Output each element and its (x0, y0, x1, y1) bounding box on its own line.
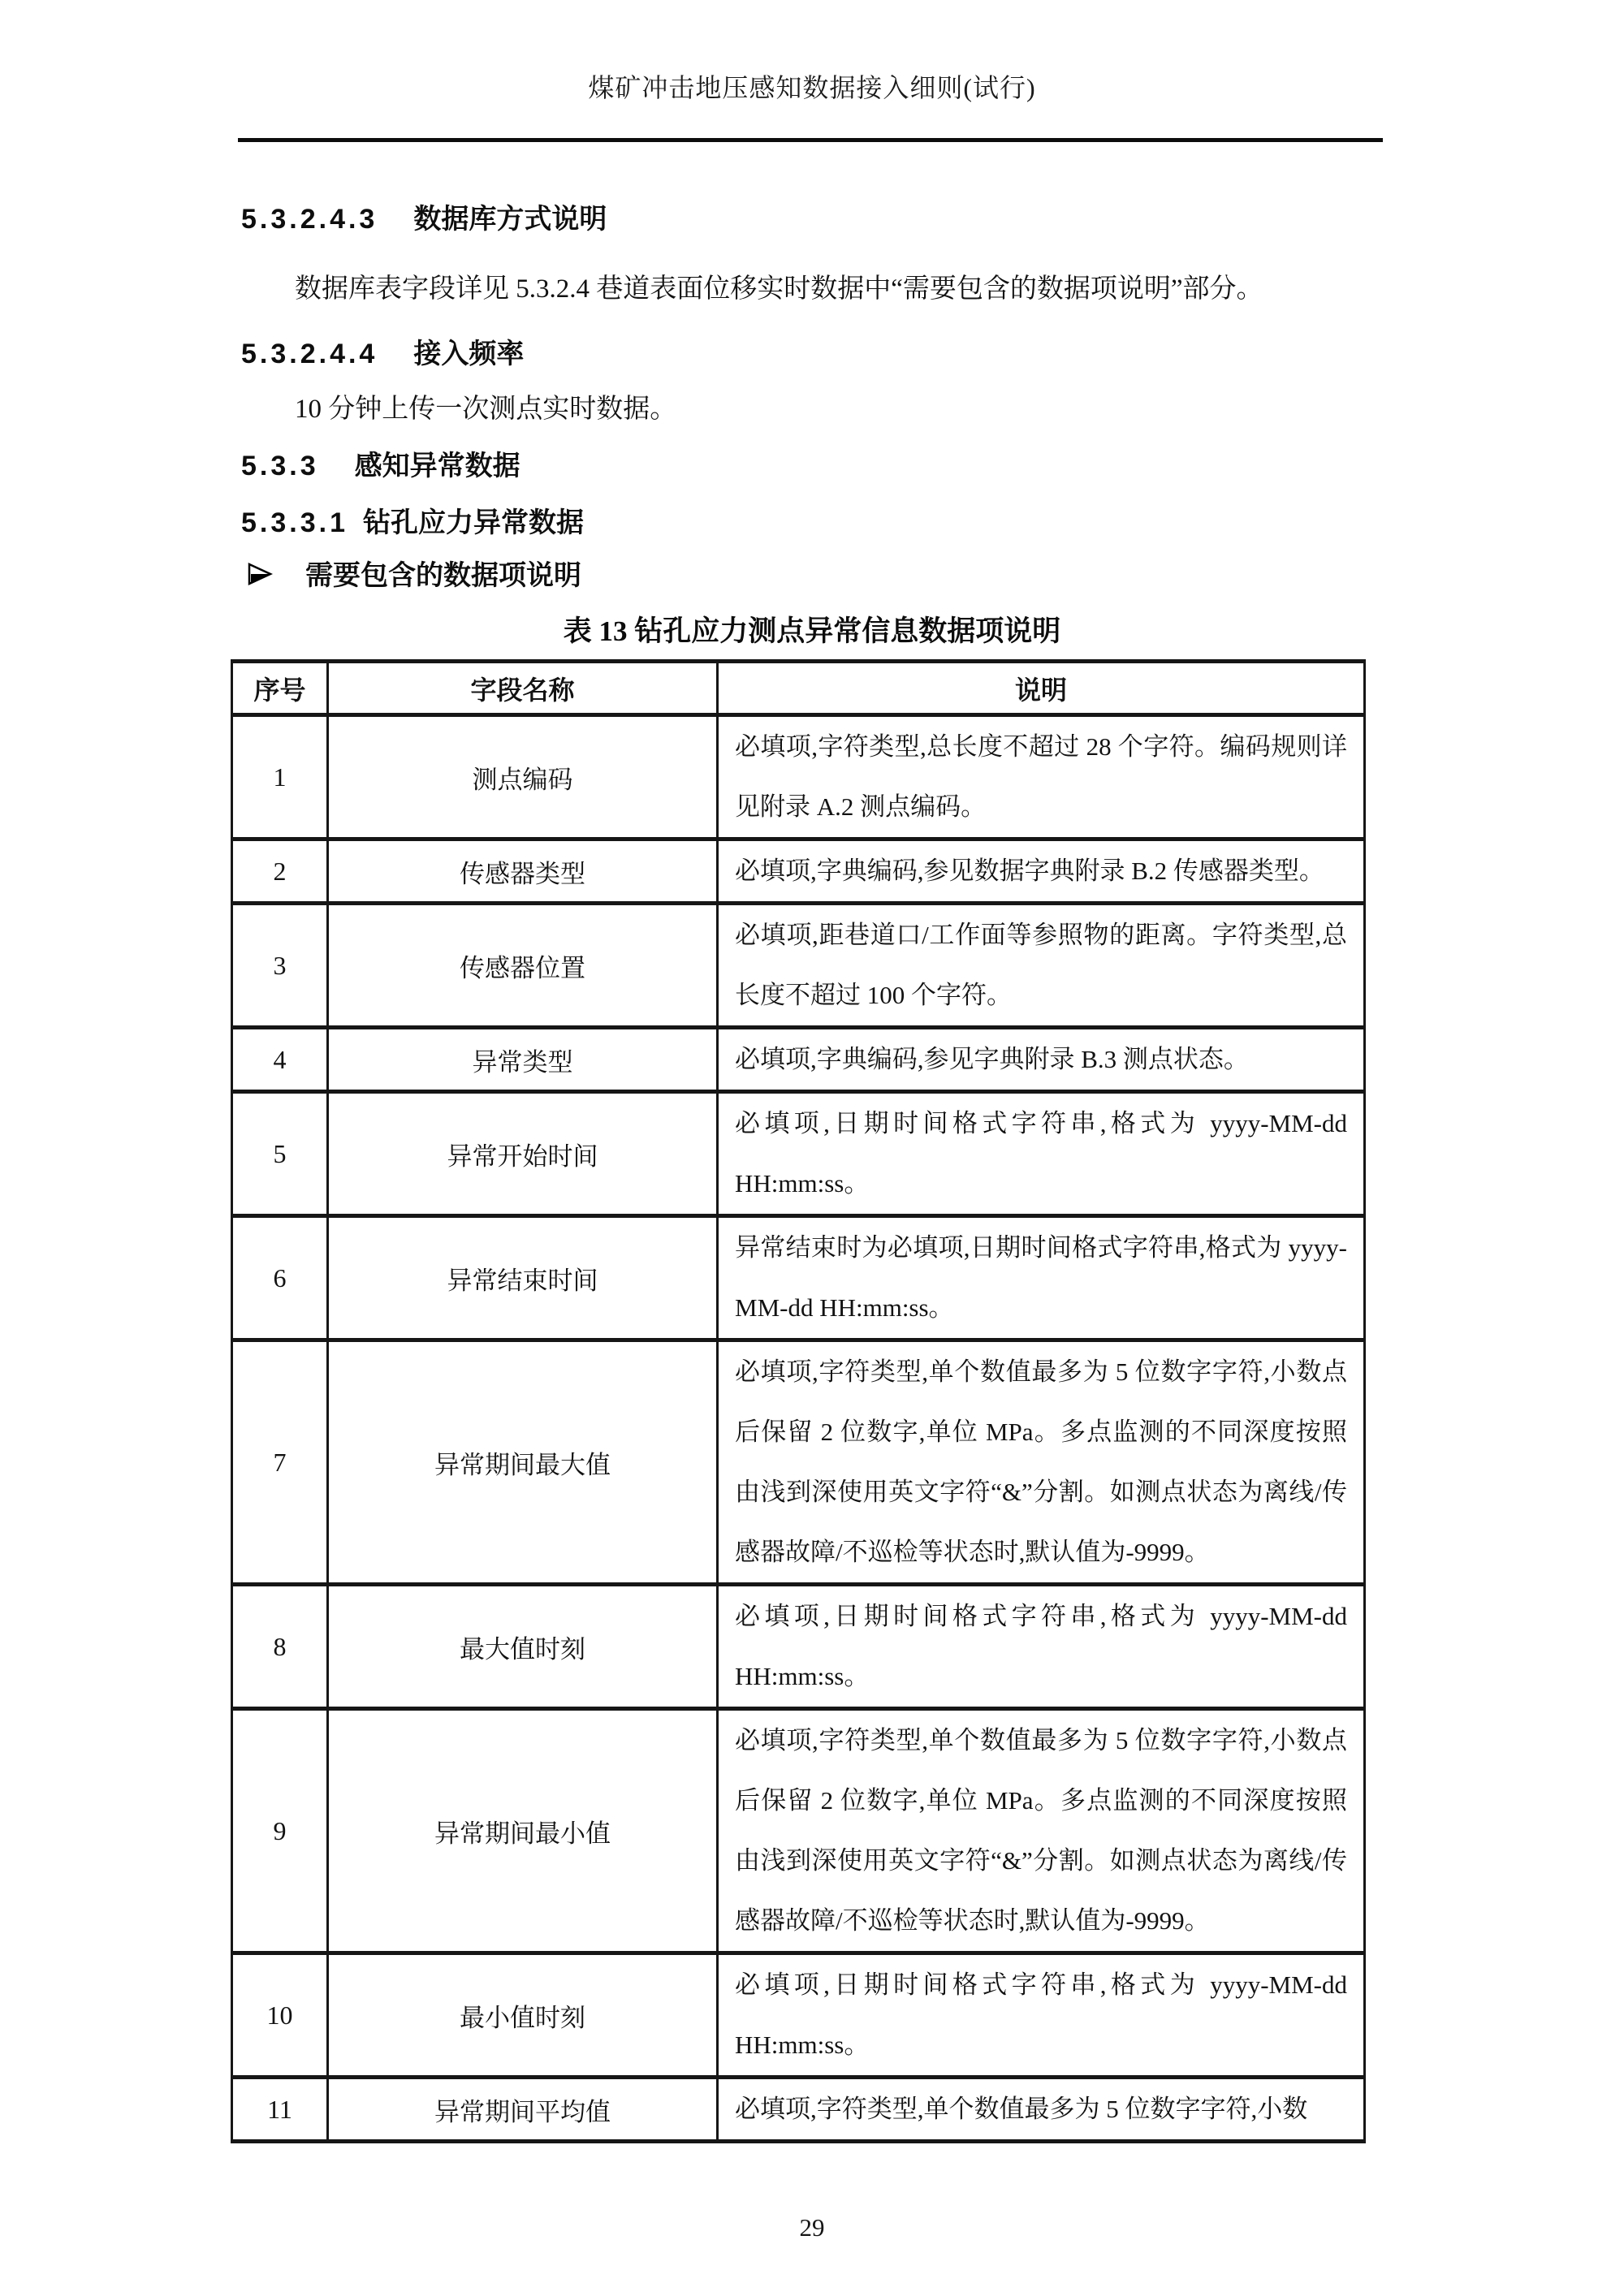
column-header-name: 字段名称 (328, 662, 718, 715)
table-row (232, 1709, 1365, 1953)
header-rule (238, 138, 1383, 142)
row-number-cell: 4 (232, 1028, 328, 1092)
section-number: 5.3.3 (241, 451, 319, 481)
section-heading-database-mode (241, 201, 607, 237)
table-row (232, 1585, 1365, 1709)
row-number-cell: 11 (232, 2078, 328, 2142)
row-number-cell: 7 (232, 1340, 328, 1585)
row-number-cell: 3 (232, 904, 328, 1028)
table-row (232, 715, 1365, 839)
bullet-item-required-data-fields (247, 559, 581, 594)
description-cell: 必填项,字典编码,参见数据字典附录 B.2 传感器类型。 (718, 839, 1365, 904)
field-name-cell: 测点编码 (328, 715, 718, 839)
table-row (232, 1340, 1365, 1585)
description-cell: 必填项,字符类型,总长度不超过 28 个字符。编码规则详见附录 A.2 测点编码。 (718, 715, 1365, 839)
table-row (232, 1216, 1365, 1340)
column-header-desc: 说明 (718, 662, 1365, 715)
field-name-cell: 异常类型 (328, 1028, 718, 1092)
description-cell: 必填项,日期时间格式字符串,格式为 yyyy-MM-dd HH:mm:ss。 (718, 1953, 1365, 2078)
field-name-cell: 异常开始时间 (328, 1092, 718, 1216)
description-cell: 必填项,字典编码,参见字典附录 B.3 测点状态。 (718, 1028, 1365, 1092)
running-header: 煤矿冲击地压感知数据接入细则(试行) (588, 73, 1036, 102)
description-cell: 必填项,字符类型,单个数值最多为 5 位数字字符,小数 (718, 2078, 1365, 2142)
section-title: 接入频率 (413, 339, 525, 369)
description-cell: 必填项,日期时间格式字符串,格式为 yyyy-MM-dd HH:mm:ss。 (718, 1092, 1365, 1216)
description-cell: 必填项,字符类型,单个数值最多为 5 位数字字符,小数点后保留 2 位数字,单位 MPa。多点监测的不同深度按照由浅到深使用英文字符“&”分割。如测点状态为离线/传感器故障/不巡检等状态时,默认值为-9999。 (718, 1709, 1365, 1953)
data-table (231, 659, 1366, 2143)
description-cell: 必填项,距巷道口/工作面等参照物的距离。字符类型,总长度不超过 100 个字符。 (718, 904, 1365, 1028)
field-name-cell: 异常结束时间 (328, 1216, 718, 1340)
table-row (232, 839, 1365, 904)
field-name-cell: 最小值时刻 (328, 1953, 718, 2078)
section-title: 感知异常数据 (354, 451, 520, 481)
column-header-no: 序号 (232, 662, 328, 715)
section-heading-sensing-abnormal-data (241, 448, 520, 484)
field-name-cell: 最大值时刻 (328, 1585, 718, 1709)
table-header-row (232, 662, 1365, 715)
table-row (232, 1028, 1365, 1092)
table-row (232, 1953, 1365, 2078)
section-title: 数据库方式说明 (413, 204, 607, 235)
row-number-cell: 8 (232, 1585, 328, 1709)
description-cell: 必填项,日期时间格式字符串,格式为 yyyy-MM-dd HH:mm:ss。 (718, 1585, 1365, 1709)
page-number: 29 (799, 2213, 825, 2242)
paragraph-database-fields: 数据库表字段详见 5.3.2.4 巷道表面位移实时数据中“需要包含的数据项说明”部分。 (295, 274, 1263, 304)
table-row (232, 904, 1365, 1028)
section-number: 5.3.2.4.4 (241, 339, 378, 369)
field-name-cell: 异常期间平均值 (328, 2078, 718, 2142)
field-name-cell: 传感器位置 (328, 904, 718, 1028)
section-title: 钻孔应力异常数据 (362, 507, 584, 538)
section-number: 5.3.3.1 (241, 507, 348, 538)
section-heading-borehole-stress-abnormal (241, 505, 584, 541)
row-number-cell: 10 (232, 1953, 328, 2078)
field-name-cell: 异常期间最小值 (328, 1709, 718, 1953)
field-name-cell: 异常期间最大值 (328, 1340, 718, 1585)
description-cell: 异常结束时为必填项,日期时间格式字符串,格式为 yyyy-MM-dd HH:mm:ss。 (718, 1216, 1365, 1340)
row-number-cell: 6 (232, 1216, 328, 1340)
row-number-cell: 9 (232, 1709, 328, 1953)
section-heading-access-frequency (241, 336, 524, 372)
row-number-cell: 2 (232, 839, 328, 904)
paragraph-upload-frequency: 10 分钟上传一次测点实时数据。 (295, 395, 677, 424)
bullet-text: 需要包含的数据项说明 (305, 561, 581, 591)
field-name-cell: 传感器类型 (328, 839, 718, 904)
row-number-cell: 5 (232, 1092, 328, 1216)
table-row (232, 1092, 1365, 1216)
section-number: 5.3.2.4.3 (241, 204, 378, 235)
table-row (232, 2078, 1365, 2142)
row-number-cell: 1 (232, 715, 328, 839)
arrowhead-right-bullet-icon (247, 561, 273, 587)
description-cell: 必填项,字符类型,单个数值最多为 5 位数字字符,小数点后保留 2 位数字,单位 MPa。多点监测的不同深度按照由浅到深使用英文字符“&”分割。如测点状态为离线/传感器故障/不巡检等状态时,默认值为-9999。 (718, 1340, 1365, 1585)
table-caption: 表 13 钻孔应力测点异常信息数据项说明 (563, 615, 1061, 647)
